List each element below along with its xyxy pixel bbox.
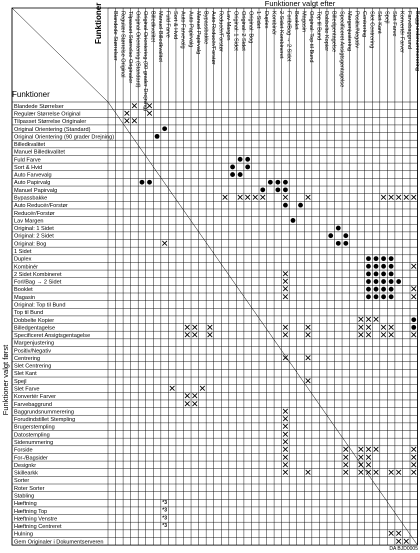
cell-mark-cross: ✕ [364, 314, 373, 325]
cell-mark-cross: ✕ [379, 322, 388, 333]
column-label: Positiv/Negativ [353, 11, 360, 48]
cell-mark-dot [336, 241, 341, 246]
cell-mark-cross: ✕ [168, 383, 176, 394]
row-label: Bypassbakke [14, 195, 48, 202]
column-label: Margenjustering [345, 11, 352, 52]
cell-mark-cross: ✕ [304, 375, 312, 386]
cell-mark-cross: ✕ [191, 398, 199, 409]
cell-mark-cross: ✕ [251, 192, 259, 203]
row-label: Magasin [14, 294, 36, 301]
row-label: Regulær Størrelse Original [14, 111, 81, 118]
cell-mark-dot [389, 272, 394, 277]
cell-mark-dot [343, 233, 348, 238]
cell-mark-cross: ✕ [281, 436, 290, 447]
row-label: Specificeret Ansigtsgentagelse [14, 333, 91, 340]
cell-mark-note: *3 [162, 523, 167, 530]
cell-mark-dot [411, 317, 416, 322]
cell-mark-cross: ✕ [130, 116, 139, 127]
column-label: Dobbelte Kopier [323, 11, 330, 52]
cell-mark-dot [374, 294, 379, 299]
column-label: Regulær Størrelse Original [119, 11, 126, 78]
cell-mark-cross: ✕ [342, 467, 350, 478]
row-label: 1 Sidet [14, 249, 32, 255]
row-label: Booklet [14, 287, 33, 294]
column-label: Slet Farve [391, 11, 398, 37]
cell-mark-cross: ✕ [410, 291, 418, 302]
column-label: Booklet [292, 11, 299, 30]
cell-mark-dot [366, 272, 371, 277]
row-label: Original: Bog [14, 241, 47, 248]
column-label: Kombinér [270, 11, 277, 35]
column-label: Slet Kant [376, 11, 383, 34]
cell-mark-cross: ✕ [357, 467, 365, 478]
cell-mark-cross: ✕ [357, 322, 365, 333]
row-label: For-/Bagsider [14, 455, 48, 462]
cell-mark-cross: ✕ [357, 330, 365, 341]
cell-mark-cross: ✕ [281, 352, 290, 363]
cell-mark-cross: ✕ [379, 330, 388, 341]
cell-mark-cross: ✕ [123, 116, 131, 127]
cell-mark-cross: ✕ [304, 322, 312, 333]
row-label: Original Orientering (Standard) [14, 126, 91, 133]
cell-mark-cross: ✕ [387, 192, 395, 203]
side-title: Funktioner valgt først [1, 344, 10, 416]
cell-mark-cross: ✕ [394, 528, 403, 539]
row-label: Positiv/Negativ [14, 348, 51, 355]
column-label: Konvertér Farver [398, 11, 405, 53]
cell-mark-cross: ✕ [364, 322, 373, 333]
row-label: Spejl [14, 378, 27, 385]
cell-mark-dot [238, 172, 243, 177]
cell-mark-dot [328, 233, 333, 238]
row-label: Stabling [14, 493, 35, 500]
column-label: Top til Bund [315, 11, 322, 41]
row-label: Fuld Farve [14, 157, 41, 164]
cell-mark-cross: ✕ [394, 536, 403, 547]
column-label: Farvebaggrund [406, 11, 413, 49]
cell-mark-cross: ✕ [243, 192, 252, 203]
row-label: Blandede Størrelser [14, 103, 64, 110]
footer-code: DA BJD0005 [389, 546, 418, 552]
row-label: Sorter [14, 478, 30, 485]
cell-mark-cross: ✕ [183, 330, 192, 341]
cell-mark-dot [283, 203, 288, 208]
row-label: Datostempling [14, 432, 50, 439]
row-label: Top til Bund [14, 310, 44, 317]
cell-mark-dot [374, 264, 379, 269]
cell-mark-dot [381, 287, 386, 292]
cell-mark-dot [389, 256, 394, 261]
cell-mark-cross: ✕ [281, 268, 290, 279]
cell-mark-cross: ✕ [281, 322, 290, 333]
row-label: Auto Papirvalg [14, 180, 51, 187]
row-label: Original: 1 Sidet [14, 226, 54, 233]
cell-mark-dot [396, 279, 401, 284]
cell-mark-cross: ✕ [191, 322, 199, 333]
cell-mark-cross: ✕ [281, 284, 290, 295]
cell-mark-cross: ✕ [221, 192, 229, 203]
row-label: Slet Centrering [14, 363, 52, 370]
row-label: Kombinér [14, 264, 38, 271]
cell-mark-dot [245, 165, 250, 170]
cell-mark-cross: ✕ [259, 192, 267, 203]
cell-mark-cross: ✕ [372, 314, 380, 325]
cell-mark-dot [381, 264, 386, 269]
cell-mark-cross: ✕ [342, 459, 350, 470]
cell-mark-dot [343, 241, 348, 246]
column-label: Manuel Billedkvalitet [157, 11, 164, 62]
cell-mark-cross: ✕ [364, 444, 373, 455]
cell-mark-dot [366, 264, 371, 269]
row-label: Skillearkk [14, 470, 38, 477]
cell-mark-dot [389, 279, 394, 284]
column-label: Magasin [300, 11, 307, 33]
column-label: Sort & Hvid [172, 11, 179, 40]
row-label: Sort & Hvid [14, 164, 43, 171]
cell-mark-cross: ✕ [281, 429, 290, 440]
column-label: 1 Sidet [255, 11, 262, 29]
cell-mark-dot [366, 256, 371, 261]
cell-mark-cross: ✕ [281, 467, 290, 478]
cell-mark-cross: ✕ [281, 421, 290, 432]
column-label: Duplex [262, 11, 269, 29]
cell-mark-dot [366, 294, 371, 299]
cell-mark-cross: ✕ [410, 261, 418, 272]
cell-mark-cross: ✕ [410, 467, 418, 478]
top-title: Funktioner valgt efter [264, 0, 336, 8]
row-label: Brugerstempling [14, 424, 55, 431]
cell-mark-cross: ✕ [145, 100, 154, 111]
column-label: Reducér/Forstør [217, 11, 224, 52]
column-label: Fuld Farve [164, 11, 171, 38]
row-label: Original Orientering (90 grader Drejning) [14, 134, 115, 141]
row-label: Konvertér Farver [14, 394, 56, 401]
cell-mark-cross: ✕ [410, 330, 418, 341]
cell-mark-dot [245, 157, 250, 162]
cell-mark-cross: ✕ [402, 192, 410, 203]
column-label: Centrering [360, 11, 367, 38]
column-label: Auto Papirvalg [187, 11, 194, 48]
column-label: Original: Bog [247, 11, 254, 44]
row-label: Margenjustering [14, 340, 55, 347]
cell-mark-cross: ✕ [364, 459, 373, 470]
row-label: Hæftning Venstre [14, 516, 58, 523]
cell-mark-cross: ✕ [372, 444, 380, 455]
cell-mark-cross: ✕ [357, 452, 365, 463]
cell-mark-dot [162, 126, 167, 131]
cell-mark-note: *3 [162, 515, 167, 522]
cell-mark-note: *3 [162, 500, 167, 507]
cell-mark-cross: ✕ [342, 444, 350, 455]
column-label: 2 Sidet Kombineret [277, 11, 284, 59]
cell-mark-cross: ✕ [304, 192, 312, 203]
cell-mark-cross: ✕ [304, 330, 312, 341]
row-label: Slet Kant [14, 371, 37, 378]
row-labels [14, 104, 114, 545]
cell-mark-dot [230, 172, 235, 177]
corner-top-label: Funktioner [94, 2, 103, 44]
column-label: Forlb/Bag → 2 Sidet [285, 11, 292, 62]
column-label: Manuel Papirvalg [194, 11, 201, 55]
cell-mark-cross: ✕ [410, 444, 418, 455]
cell-mark-dot [275, 180, 280, 185]
row-label: Gem Originaler i Dokumentserveren [14, 539, 104, 546]
column-label: Auto Farvevalg [179, 11, 186, 49]
row-label: Manuel Papirvalg [14, 187, 58, 194]
cell-mark-dot [298, 203, 303, 208]
cell-mark-dot [381, 279, 386, 284]
cell-mark-cross: ✕ [387, 330, 395, 341]
cell-mark-cross: ✕ [364, 467, 373, 478]
column-labels [112, 11, 420, 111]
cell-mark-cross: ✕ [379, 192, 388, 203]
cell-mark-dot [336, 226, 341, 231]
row-label: Baggrundsnummerering [14, 409, 75, 416]
cell-mark-dot [275, 187, 280, 192]
cell-mark-dot [238, 157, 243, 162]
cell-mark-cross: ✕ [410, 452, 418, 463]
column-label: Tilpasset Størrelse Originaler [126, 11, 133, 84]
cell-mark-dot [389, 294, 394, 299]
cell-mark-dot [147, 180, 152, 185]
row-label: Original: Top til Bund [14, 302, 66, 309]
cell-mark-cross: ✕ [281, 459, 290, 470]
row-label: Hulning [14, 531, 33, 538]
column-label: Auto Reducér/Forstør [209, 11, 216, 65]
cell-mark-cross: ✕ [387, 528, 395, 539]
cell-mark-cross: ✕ [198, 383, 207, 394]
cell-mark-cross: ✕ [281, 291, 290, 302]
cell-mark-cross: ✕ [281, 444, 290, 455]
cell-mark-cross: ✕ [357, 459, 365, 470]
cell-mark-cross: ✕ [410, 459, 418, 470]
row-label: Duplex [14, 256, 32, 263]
cell-mark-note: *3 [162, 507, 167, 514]
cell-mark-cross: ✕ [304, 352, 312, 363]
row-label: Forl/Bag → 2 Sidet [14, 279, 62, 286]
cell-mark-cross: ✕ [372, 467, 380, 478]
row-label: Slet Farve [14, 386, 40, 393]
cell-mark-cross: ✕ [410, 192, 418, 203]
column-label: Spejl [383, 11, 390, 24]
cell-mark-cross: ✕ [364, 452, 373, 463]
cell-mark-cross: ✕ [191, 391, 199, 402]
row-label: Reducér/Forstør [14, 210, 55, 217]
cell-mark-cross: ✕ [123, 108, 131, 119]
cell-mark-cross: ✕ [387, 322, 395, 333]
column-label: Original: 1 Sidet [232, 11, 239, 51]
row-label: Billedkvalitet [14, 142, 46, 149]
row-label: Hæftning Centreret [14, 524, 62, 531]
cell-mark-cross: ✕ [357, 314, 365, 325]
cell-mark-cross: ✕ [281, 406, 290, 417]
row-label: Designkr [14, 462, 37, 469]
cell-mark-cross: ✕ [183, 322, 192, 333]
column-label: Blandede Størrelser [111, 11, 118, 61]
column-label: Slet Centrering [368, 11, 375, 49]
row-label: Roter Sorter [14, 485, 45, 492]
cell-mark-cross: ✕ [145, 108, 154, 119]
cell-mark-cross: ✕ [281, 192, 290, 203]
cell-mark-dot [374, 256, 379, 261]
cell-mark-dot [268, 180, 273, 185]
cell-mark-dot [230, 165, 235, 170]
cell-mark-cross: ✕ [236, 192, 244, 203]
cell-mark-cross: ✕ [130, 100, 139, 111]
cell-mark-cross: ✕ [281, 452, 290, 463]
cell-mark-cross: ✕ [364, 330, 373, 341]
cell-mark-dot [291, 218, 296, 223]
cell-mark-dot [381, 294, 386, 299]
column-label: Billedkvalitet [149, 11, 156, 43]
row-label: Forside [14, 447, 33, 454]
column-label: Billedgentagelse [330, 11, 337, 53]
cell-mark-dot [389, 287, 394, 292]
cell-mark-cross: ✕ [206, 330, 214, 341]
column-label: Bypassbakke [202, 11, 209, 45]
row-label: Manuel Billedkvalitet [14, 149, 65, 156]
column-label: Baggrundsnummerering [413, 11, 420, 72]
cell-mark-dot [140, 180, 145, 185]
cell-mark-cross: ✕ [281, 330, 290, 341]
cell-mark-cross: ✕ [281, 276, 290, 287]
row-label: Auto Reducér/Forstør [14, 203, 68, 210]
column-label: Original: 2 Sidet [240, 11, 247, 51]
cell-mark-cross: ✕ [402, 536, 410, 547]
cell-mark-cross: ✕ [191, 330, 199, 341]
row-label: Original: 2 Sidet [14, 233, 54, 240]
row-label: Farvebaggrund [14, 401, 52, 408]
cell-mark-dot [155, 134, 160, 139]
cell-mark-dot [389, 264, 394, 269]
cell-mark-cross: ✕ [357, 444, 365, 455]
column-label: Original: Top til Bund [308, 11, 315, 63]
cell-mark-dot [366, 279, 371, 284]
row-label: Lav Margen [14, 218, 44, 225]
cell-mark-cross: ✕ [394, 467, 403, 478]
cell-mark-cross: ✕ [183, 398, 192, 409]
cell-mark-dot [381, 272, 386, 277]
column-label: Original Orientering (Standard) [134, 11, 141, 88]
cell-mark-cross: ✕ [394, 192, 403, 203]
cell-mark-dot [381, 256, 386, 261]
cell-mark-dot [374, 272, 379, 277]
cell-mark-cross: ✕ [304, 467, 312, 478]
column-label: Original Orientering (90 grader Drejning) [141, 11, 148, 112]
cell-mark-cross: ✕ [281, 414, 290, 425]
cell-mark-dot [366, 287, 371, 292]
cell-mark-cross: ✕ [206, 322, 214, 333]
cell-mark-cross: ✕ [387, 467, 395, 478]
cell-mark-cross: ✕ [342, 452, 350, 463]
cell-mark-dot [374, 287, 379, 292]
cell-mark-cross: ✕ [410, 284, 418, 295]
row-label: Hæftning Top [14, 508, 48, 515]
row-label: Dobbelte Kopier [14, 317, 55, 324]
row-label: 2 Sidet Kombineret [14, 271, 62, 278]
row-label: Tilpasset Størrelse Originaler [14, 119, 87, 126]
corner-left-label: Funktioner [12, 90, 50, 99]
cell-mark-cross: ✕ [183, 391, 192, 402]
row-label: Forudindstillet Stempling [14, 417, 76, 424]
row-label: Centrering [14, 355, 41, 362]
row-label: Hæftning [14, 501, 37, 508]
row-label: Auto Farvevalg [14, 172, 52, 179]
row-label: Billedgentagelse [14, 325, 56, 332]
column-label: Specificeret Ansigtsgentagelse [338, 11, 345, 88]
cell-mark-dot [374, 279, 379, 284]
cell-mark-cross: ✕ [160, 238, 169, 249]
column-label: Lav Margen [225, 11, 232, 41]
cell-mark-dot [283, 180, 288, 185]
row-label: Sidenummering [14, 440, 54, 446]
